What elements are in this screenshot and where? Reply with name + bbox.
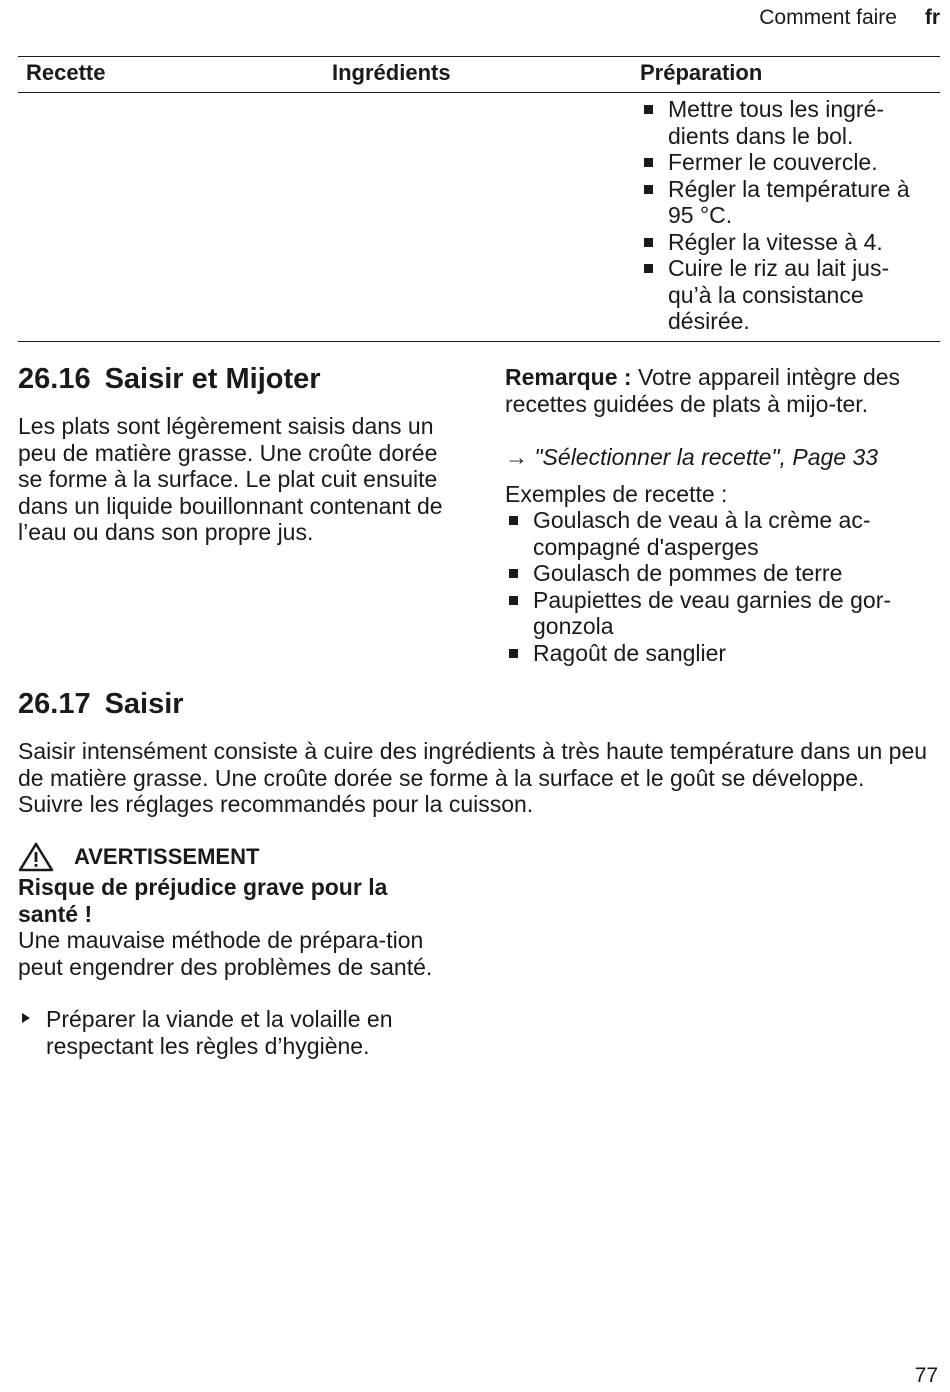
warning-heading (18, 842, 259, 872)
remark-label: Remarque : (505, 364, 632, 390)
arrow-right-icon: → (505, 444, 528, 470)
warning-action-step (18, 1006, 458, 1059)
table-bottom-rule (18, 341, 940, 342)
section-title: Saisir (104, 688, 184, 720)
list-item: Goulasch de veau à la crème ac-compagné d'asperges (505, 507, 935, 560)
warning-body: Une mauvaise méthode de prépara-tion peut engendrer des problèmes de santé. (18, 927, 433, 980)
table-header-ingredients: Ingrédients (332, 60, 451, 85)
section-number: 26.16 (18, 363, 91, 395)
section-number: 26.17 (18, 688, 91, 720)
table-header-rule (18, 92, 940, 93)
section-body: Saisir intensément consiste à cuire des ingrédients à très haute température dans un peu de matière grasse. Une croûte dorée se forme à la surface et le goût se développe. Suivre les réglages recommandés pour la cuisson. (18, 738, 928, 817)
section-title: Saisir et Mijoter (104, 363, 321, 395)
warning-title: Risque de préjudice grave pour la santé ! (18, 874, 388, 927)
section-heading-26-16 (18, 363, 321, 396)
section-heading-26-17 (18, 688, 184, 721)
list-item: Fermer le couvercle. (640, 149, 930, 176)
page-number: 77 (914, 1364, 938, 1387)
remark-paragraph (505, 364, 935, 417)
list-item: Régler la température à 95 °C. (640, 176, 930, 229)
running-header (759, 6, 940, 30)
list-item: Goulasch de pommes de terre (505, 560, 935, 587)
warning-step-text: Préparer la viande et la volaille en respectant les règles d’hygiène. (46, 1006, 393, 1059)
examples-label: Exemples de recette : (505, 481, 728, 507)
triangle-bullet-icon (22, 1013, 30, 1023)
list-item: Mettre tous les ingré-dients dans le bol. (640, 96, 930, 149)
header-lang: fr (924, 6, 940, 29)
table-header-recette: Recette (26, 60, 106, 85)
remark-text: Votre appareil intègre des recettes guidées de plats à mijo-ter. (505, 364, 901, 417)
table-header-preparation: Préparation (640, 60, 763, 85)
table-top-rule (18, 56, 940, 57)
cross-reference-link[interactable]: "Sélectionner la recette", Page 33 (534, 444, 879, 470)
list-item: Ragoût de sanglier (505, 640, 935, 667)
recipe-examples (505, 507, 935, 666)
header-section: Comment faire (759, 6, 897, 29)
section-body: Les plats sont légèrement saisis dans un peu de matière grasse. Une croûte dorée se forme à la surface. Le plat cuit ensuite dans un liquide bouillonnant contenant de l’eau ou dans son propre jus. (18, 413, 443, 545)
list-item: Paupiettes de veau garnies de gor-gonzola (505, 587, 935, 640)
list-item: Cuire le riz au lait jus-qu’à la consistance désirée. (640, 255, 930, 335)
warning-triangle-icon (18, 842, 54, 872)
warning-label: AVERTISSEMENT (74, 844, 260, 869)
list-item: Régler la vitesse à 4. (640, 229, 930, 256)
preparation-steps (640, 96, 930, 335)
cross-reference (505, 444, 935, 471)
